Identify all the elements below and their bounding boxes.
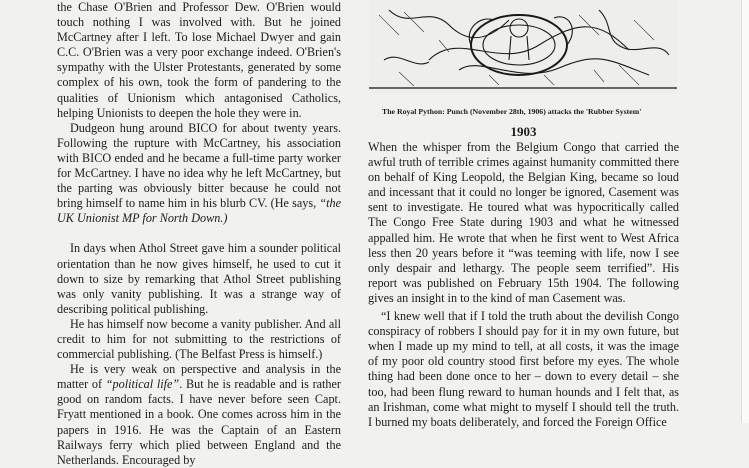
right-paragraph-1: When the whisper from the Belgium Congo that carried the awful truth of terrible crimes against humanity committed there on behalf of King Leopold, the Belgian King, became so loud and incessant that it could no longer be ignored, Casement was sent to investigate. He toured what was hypocritically called The Congo Free State during 1903 and what he witnessed appalled him. He wrote that when he first went to West Africa less then 20 years before it “was teeming with life, now I see only despair and lethargy. The people seem terrified”. His report was published on February 15th 1904. The following gives an insight in to the kind of man Casement was. [368,140,679,305]
illustration-caption: The Royal Python: Punch (November 28th, 1906) attacks the 'Rubber System' [382,107,642,116]
left-paragraph-1: the Chase O'Brien and Professor Dew. O'Brien would touch nothing I was involved with. But he joined McCartney after I left. To lose Michael Dwyer and gain C.C. O'Brien was a very poor exchange indeed. O'Brien's sympathy with the Ulster Protestants, generated by some complex of his own, took the form of pandering to the qualities of Unionism which antagonised Catholics, helping Unionists to deepen the hole they were in. [57,0,341,120]
right-column [368,140,679,430]
left-paragraph-2 [57,121,341,227]
left-paragraph-4: He has himself now become a vanity publisher. And all credit to him for not submitting to the restrictions of commercial publishing. (The Belfast Press is himself.) [57,316,341,362]
left-paragraph-5-quote: “political life” [105,377,180,392]
right-paragraph-2: “I knew well that if I told the truth about the devilish Congo conspiracy of robbers I should pay for it in my own future, but when I made up my mind to tell, at all costs, it was the image of my poor old country stood first before my eyes. The whole thing had been done once to her – down to every detail – she too, had been flung reward to human hounds and I felt that, as an Irishman, come what might to myself I should tell the truth. I burned my boats deliberately, and forced the Foreign Office [368,309,679,429]
left-paragraph-2-quote: “the UK Unionist MP for North Down.) [57,196,341,226]
cartoon-drawing [369,0,677,94]
punch-cartoon-illustration [369,0,677,94]
left-paragraph-3: In days when Athol Street gave him a sounder political orientation than he now gives himself, he used to cut it down to size by remarking that Athol Street publishing was only vanity publishing. It was a strange way of describing political publishing. [57,241,341,316]
left-paragraph-5-rest: . But he is readable and is rather good on random facts. I have never before seen Capt. Fryatt mentioned in a book. One comes across him in the papers in 1916. He was the Captain of an Eastern Railways ferry which plied between England and the Netherlands. Encouraged by [57,377,341,467]
year-heading: 1903 [510,124,537,139]
paragraph-gap [57,226,341,241]
left-paragraph-5-text: He is very weak on perspective and analysis in the matter of [57,362,341,392]
left-paragraph-5 [57,362,341,468]
left-column [57,0,341,468]
scan-edge [741,0,749,423]
left-paragraph-2-text: Dudgeon hung around BICO for about twenty years. Following the rupture with McCartney, his association with BICO ended and he became a full-time party worker for McCartney. I have no idea why he left McCartney, but the parting was obviously bitter because he could not bring himself to name him in his blurb CV. (He says, [57,120,341,211]
